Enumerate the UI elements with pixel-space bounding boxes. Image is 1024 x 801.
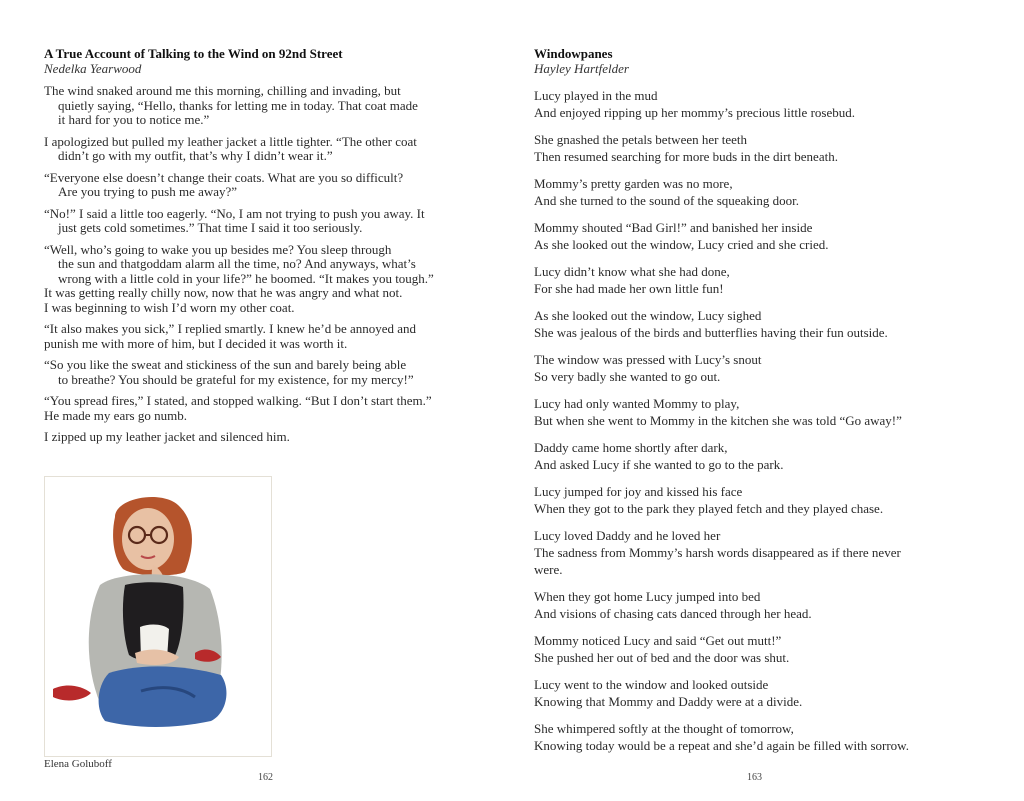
poem-line: And enjoyed ripping up her mommy’s precious little rosebud. [534, 105, 855, 120]
poem-line: And visions of chasing cats danced through her head. [534, 606, 812, 621]
story-line: The wind snaked around me this morning, chilling and invading, but [44, 83, 401, 98]
poem-line: She was jealous of the birds and butterflies having their fun outside. [534, 325, 888, 340]
poem-stanza [534, 351, 1004, 385]
story-paragraph [44, 358, 494, 387]
story-line: I was beginning to wish I’d worn my other coat. [44, 299, 295, 315]
poem-line: Lucy loved Daddy and he loved her [534, 528, 721, 543]
poem-stanza [534, 87, 1004, 121]
poem-line: Mommy’s pretty garden was no more, [534, 176, 733, 191]
poem-line: The sadness from Mommy’s harsh words disappeared as if there never [534, 545, 901, 560]
poem-stanza [534, 439, 1004, 473]
story-line: It was getting really chilly now, now that he was angry and what not. [44, 285, 403, 300]
poem-stanza [534, 483, 1004, 517]
story-line: “Everyone else doesn’t change their coats. What are you so difficult? [44, 169, 404, 185]
story-line: Are you trying to push me away?” [58, 184, 238, 199]
page-number-right: 163 [747, 772, 762, 783]
story-paragraph [44, 394, 494, 423]
story-line: wrong with a little cold in your life?” he boomed. “It makes you tough.” [58, 270, 434, 286]
poem-line: Lucy played in the mud [534, 88, 658, 103]
poem-line: For she had made her own little fun! [534, 281, 724, 296]
poem-stanza [534, 632, 1004, 666]
poem-stanza [534, 588, 1004, 622]
artist-credit: Elena Goluboff [44, 758, 112, 770]
story-paragraph [44, 135, 494, 164]
painting-image [45, 477, 271, 756]
story-line: punish me with more of him, but I decided it was worth it. [44, 335, 348, 351]
story-title: A True Account of Talking to the Wind on 92nd Street [44, 46, 343, 61]
poem-author: Hayley Hartfelder [534, 61, 629, 76]
story-line: it hard for you to notice me.” [58, 112, 210, 127]
story-line: didn’t go with my outfit, that’s why I didn’t wear it.” [58, 148, 333, 163]
poem-line: As she looked out the window, Lucy cried and she cried. [534, 237, 829, 252]
poem-line: Lucy had only wanted Mommy to play, [534, 396, 740, 411]
poem-stanza [534, 263, 1004, 297]
story-body [44, 84, 494, 452]
left-header [44, 46, 343, 76]
story-line: to breathe? You should be grateful for my existence, for my mercy!” [58, 371, 414, 387]
story-line: I zipped up my leather jacket and silenced him. [44, 429, 290, 444]
story-line: “So you like the sweat and stickiness of the sun and barely being able [44, 357, 407, 372]
right-page [512, 0, 1024, 801]
poem-line: When they got home Lucy jumped into bed [534, 589, 761, 604]
poem-stanza [534, 395, 1004, 429]
story-paragraph [44, 322, 494, 351]
right-header [534, 46, 629, 76]
artwork-painting [44, 476, 272, 757]
poem-line: She whimpered softly at the thought of tomorrow, [534, 721, 794, 736]
poem-line: Lucy didn’t know what she had done, [534, 264, 730, 279]
poem-title: Windowpanes [534, 46, 613, 61]
page-number-left: 162 [258, 772, 273, 783]
poem-stanza [534, 720, 1004, 754]
story-paragraph [44, 243, 494, 316]
story-line: “Well, who’s going to wake you up besides me? You sleep through [44, 241, 392, 257]
poem-stanza [534, 175, 1004, 209]
story-line: “It also makes you sick,” I replied smartly. I knew he’d be annoyed and [44, 321, 417, 336]
story-line: the sun and thatgoddam alarm all the time, no? And anyways, what’s [58, 256, 416, 271]
story-line: “You spread fires,” I stated, and stopped walking. “But I don’t start them.” [44, 393, 432, 408]
story-author: Nedelka Yearwood [44, 61, 142, 76]
poem-line: She gnashed the petals between her teeth [534, 132, 747, 147]
poem-line: Daddy came home shortly after dark, [534, 440, 728, 455]
story-paragraph [44, 84, 494, 128]
poem-line: were. [534, 562, 563, 577]
poem-line: She pushed her out of bed and the door was shut. [534, 650, 790, 665]
story-paragraph [44, 171, 494, 200]
poem-line: But when she went to Mommy in the kitchen she was told “Go away!” [534, 413, 902, 428]
poem-line: Lucy went to the window and looked outside [534, 677, 769, 692]
poem-line: Mommy shouted “Bad Girl!” and banished her inside [534, 220, 813, 235]
story-line: quietly saying, “Hello, thanks for letting me in today. That coat made [58, 97, 418, 113]
story-line: just gets cold sometimes.” That time I said it too seriously. [58, 220, 363, 235]
poem-line: Knowing today would be a repeat and she’d again be filled with sorrow. [534, 738, 909, 753]
poem-line: As she looked out the window, Lucy sighed [534, 308, 762, 323]
poem-line: Lucy jumped for joy and kissed his face [534, 484, 743, 499]
poem-stanza [534, 527, 1004, 578]
poem-line: When they got to the park they played fetch and they played chase. [534, 501, 884, 516]
poem-line: Knowing that Mommy and Daddy were at a divide. [534, 694, 803, 709]
poem-line: Then resumed searching for more buds in the dirt beneath. [534, 149, 838, 164]
poem-line: So very badly she wanted to go out. [534, 369, 721, 384]
story-paragraph [44, 207, 494, 236]
poem-line: Mommy noticed Lucy and said “Get out mutt!” [534, 633, 782, 648]
poem-stanza [534, 131, 1004, 165]
poem-stanza [534, 676, 1004, 710]
story-line: He made my ears go numb. [44, 407, 187, 423]
story-line: “No!” I said a little too eagerly. “No, I am not trying to push you away. It [44, 205, 425, 221]
story-paragraph [44, 430, 494, 445]
poem-stanza [534, 307, 1004, 341]
story-line: I apologized but pulled my leather jacket a little tighter. “The other coat [44, 133, 417, 149]
poem-body [534, 87, 1004, 764]
poem-stanza [534, 219, 1004, 253]
poem-line: And asked Lucy if she wanted to go to the park. [534, 457, 784, 472]
poem-line: And she turned to the sound of the squeaking door. [534, 193, 800, 208]
poem-line: The window was pressed with Lucy’s snout [534, 352, 762, 367]
